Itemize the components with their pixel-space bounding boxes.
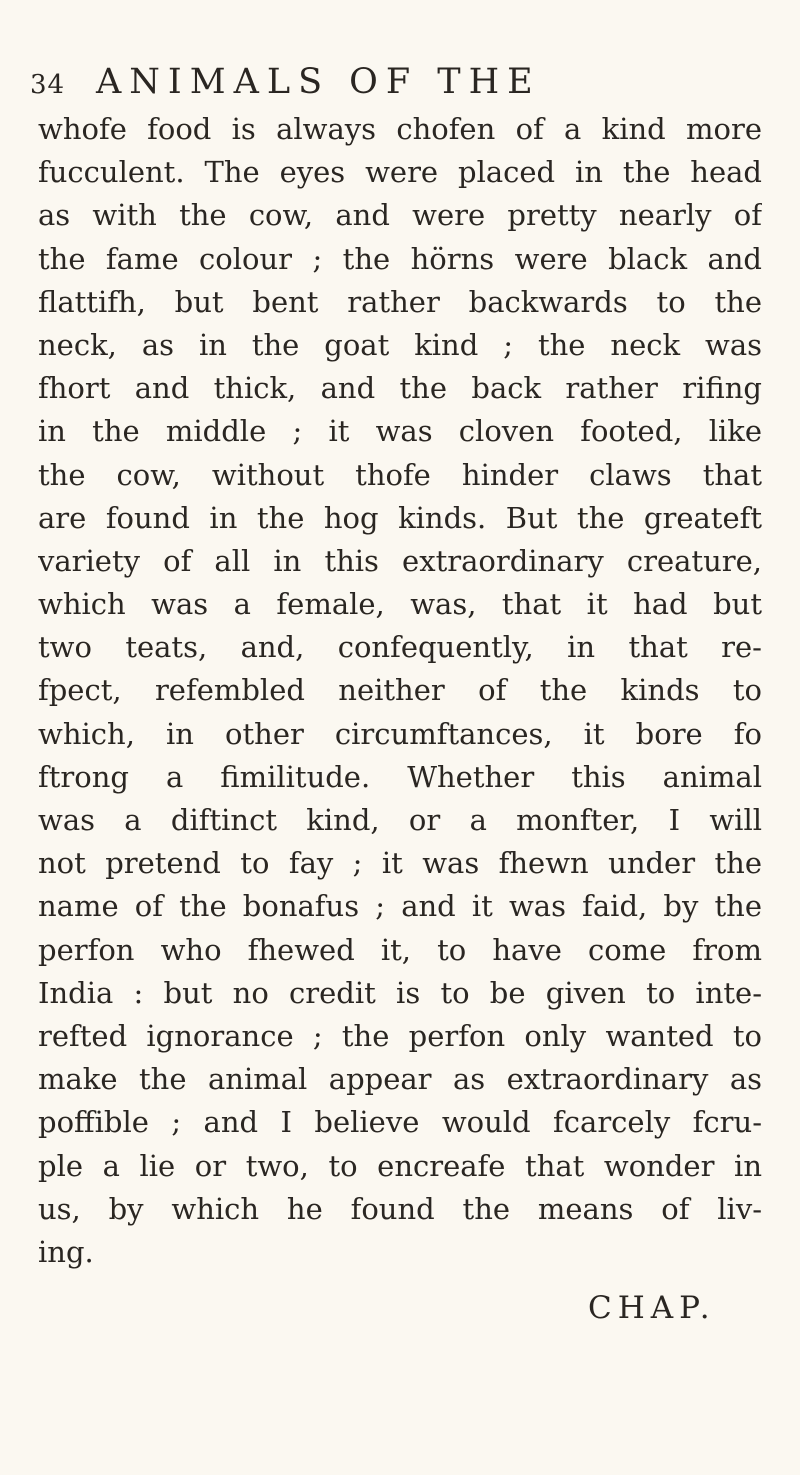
- text-line: fhort and thick, and the back rather rifing: [38, 371, 762, 406]
- text-line: the cow, without thofe hinder claws that: [38, 457, 762, 492]
- text-line: whofe food is always chofen of a kind more: [38, 112, 762, 146]
- catchword: CHAP.: [588, 1290, 716, 1326]
- text-line: variety of all in this extraordinary creature,: [38, 543, 762, 578]
- text-line: which was a female, was, that it had but: [38, 587, 762, 622]
- text-line: in the middle ; it was cloven footed, like: [38, 414, 762, 449]
- text-line: us, by which he found the means of liv-: [38, 1191, 762, 1226]
- page-header: [30, 62, 750, 112]
- text-line: ftrong a fimilitude. Whether this animal: [38, 759, 762, 794]
- text-line: fucculent. The eyes were placed in the head: [38, 155, 762, 190]
- text-line: ple a lie or two, to encreafe that wonder in: [38, 1148, 762, 1183]
- text-line: which, in other circumftances, it bore fo: [38, 716, 762, 751]
- running-head: ANIMALS OF THE: [96, 62, 541, 102]
- text-line: not pretend to fay ; it was fhewn under the: [38, 846, 762, 881]
- text-line: refted ignorance ; the perfon only wanted to: [38, 1018, 762, 1053]
- text-line: name of the bonafus ; and it was faid, by the: [38, 889, 762, 924]
- text-line: was a diftinct kind, or a monfter, I will: [38, 803, 762, 837]
- page-number: 34: [30, 70, 66, 100]
- text-line: make the animal appear as extraordinary as: [38, 1062, 762, 1097]
- text-line: flattifh, but bent rather backwards to the: [38, 284, 762, 319]
- text-line: India : but no credit is to be given to inte-: [38, 975, 762, 1010]
- text-line: as with the cow, and were pretty nearly of: [38, 198, 762, 233]
- text-line: two teats, and, confequently, in that re-: [38, 630, 762, 665]
- body-paragraph: [38, 108, 762, 1274]
- text-line: perfon who fhewed it, to have come from: [38, 932, 762, 967]
- text-line: the fame colour ; the hörns were black and: [38, 241, 762, 276]
- text-line: neck, as in the goat kind ; the neck was: [38, 327, 762, 362]
- text-line: ing.: [38, 1234, 94, 1269]
- text-line: poffible ; and I believe would fcarcely fcru-: [38, 1105, 762, 1140]
- text-line: fpect, refembled neither of the kinds to: [38, 673, 762, 708]
- text-line: are found in the hog kinds. But the greateft: [38, 500, 762, 535]
